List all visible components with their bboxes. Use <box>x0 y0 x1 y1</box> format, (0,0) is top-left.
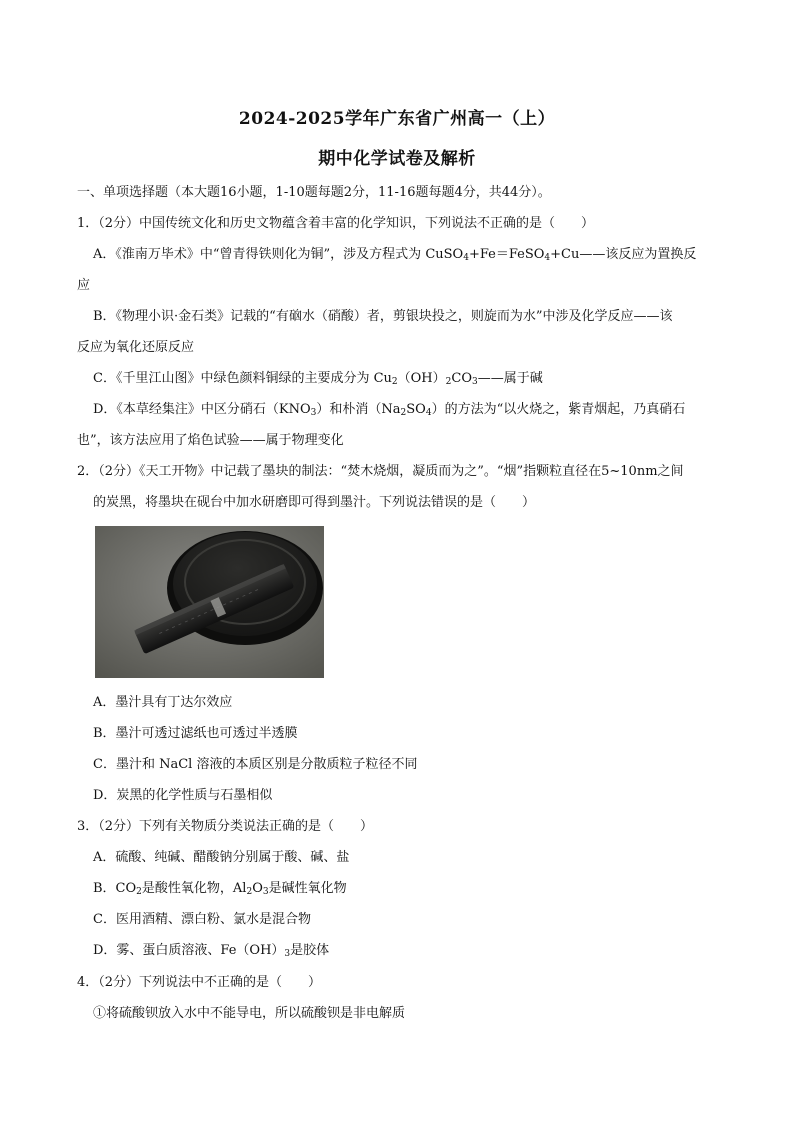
question-3-option-a: A．硫酸、纯碱、醋酸钠分别属于酸、碱、盐 <box>93 850 350 865</box>
question-1-option-b-cont: 反应为氧化还原反应 <box>77 340 195 355</box>
exam-title: 2024-2025学年广东省广州高一（上） <box>238 109 556 129</box>
question-1-option-d-cont: 也”，该方法应用了焰色试验——属于物理变化 <box>77 433 344 448</box>
question-3-option-b: B．$CO_2$是酸性氧化物，$Al_2O_3$是碱性氧化物 <box>93 881 347 897</box>
ink-stick-inkstone-photo <box>95 526 324 678</box>
question-1-option-a-cont: 应 <box>77 278 91 293</box>
exam-subtitle: 期中化学试卷及解析 <box>318 149 476 169</box>
ink-stick-illustration <box>95 526 324 678</box>
question-1-option-c: C．《千里江山图》中绿色颜料铜绿的主要成分为 $Cu_2(OH)_2CO_3——$属于碱 <box>93 371 543 387</box>
question-2-option-d: D．炭黑的化学性质与石墨相似 <box>93 788 273 803</box>
question-3-stem: 3．（2分）下列有关物质分类说法正确的是（ ） <box>77 819 374 834</box>
question-2-option-c: C．墨汁和 NaCl 溶液的本质区别是分散质粒子粒径不同 <box>93 757 418 772</box>
question-3-option-c: C．医用酒精、漂白粉、氯水是混合物 <box>93 912 311 927</box>
question-1-option-d: D．《本草经集注》中区分硝石$(KNO_3)$和朴消$(Na_2SO_4)$的方法为“以火烧之，紫青烟起，乃真硝石 <box>93 402 686 418</box>
section-heading: 一、单项选择题（本大题16小题，1-10题每题2分，11-16题每题4分，共44分）。 <box>77 185 551 200</box>
question-4-item-1: ①将硫酸钡放入水中不能导电，所以硫酸钡是非电解质 <box>93 1006 406 1021</box>
question-2-option-b: B．墨汁可透过滤纸也可透过半透膜 <box>93 726 298 741</box>
question-2-stem-cont: 的炭黑，将墨块在砚台中加水研磨即可得到墨汁。下列说法错误的是（ ） <box>93 495 536 510</box>
question-2-option-a: A．墨汁具有丁达尔效应 <box>93 695 233 710</box>
question-2-stem: 2．（2分）《天工开物》中记载了墨块的制法：“焚木烧烟，凝质而为之”。“烟”指颗粒直径在5~10nm之间 <box>77 464 684 479</box>
question-1-option-b: B．《物理小识·金石类》记载的“有硇水（硝酸）者，剪银块投之，则旋而为水”中涉及化学反应——该 <box>93 309 673 324</box>
question-4-stem: 4．（2分）下列说法中不正确的是（ ） <box>77 975 322 990</box>
question-1-option-a: A．《淮南万毕术》中“曾青得铁则化为铜”，涉及方程式为 CuSO$_4$+Fe＝FeSO$_4$+Cu——该反应为置换反 <box>93 247 697 263</box>
question-1-stem: 1．（2分）中国传统文化和历史文物蕴含着丰富的化学知识，下列说法不正确的是（ ） <box>77 216 595 231</box>
question-3-option-d: D．雾、蛋白质溶液、$Fe(OH)_3$是胶体 <box>93 943 330 959</box>
